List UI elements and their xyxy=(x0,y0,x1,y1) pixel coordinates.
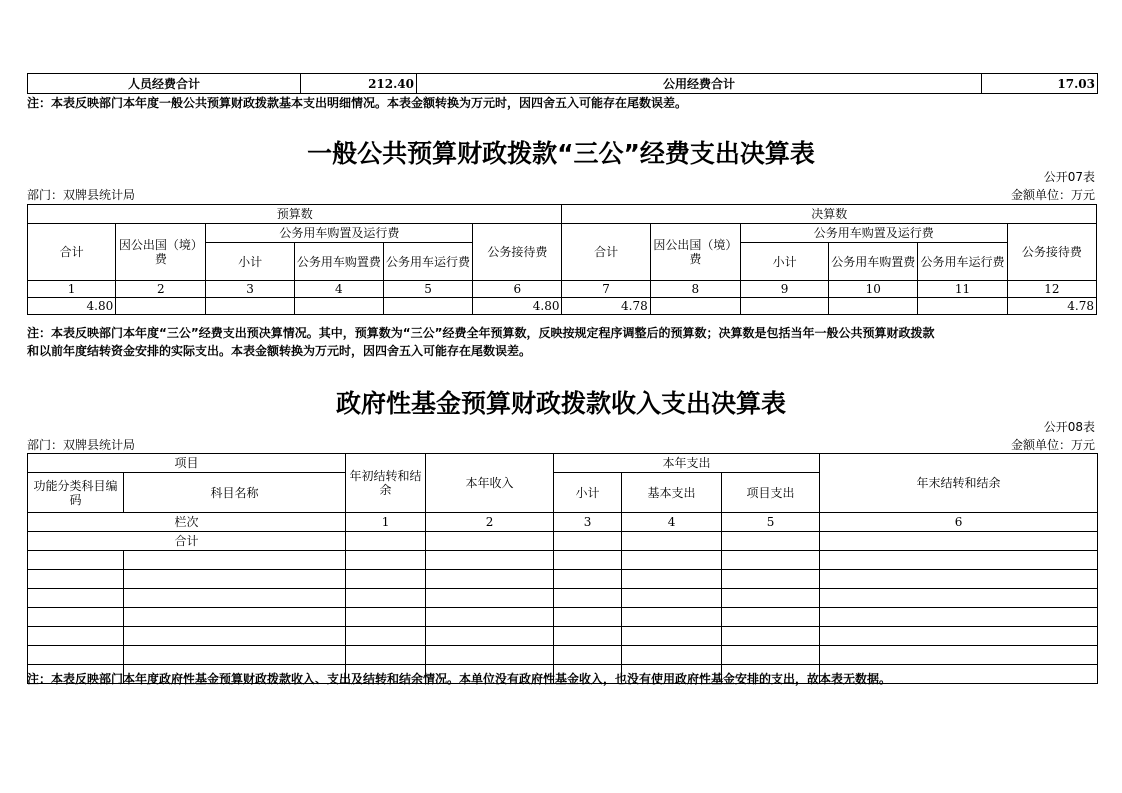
budget-abroad-header: 因公出国（境）费 xyxy=(116,224,206,281)
expense-subtotal-header: 小计 xyxy=(554,473,622,513)
fund-empty-row xyxy=(28,551,1098,570)
fund-unit: 金额单位：万元 xyxy=(1010,438,1095,452)
fund-total-row xyxy=(28,532,1098,551)
empty-cell xyxy=(346,532,426,551)
index-cell: 9 xyxy=(740,281,828,298)
fund-empty-row xyxy=(28,608,1098,627)
value-cell: 4.80 xyxy=(473,298,562,315)
sangong-note-line1: 注：本表反映部门本年度“三公”经费支出预决算情况。其中，预算数为“三公”经费全年预算数，反映按规定程序调整后的预算数；决算数是包括当年一般公共预算财政拨款 xyxy=(27,326,935,340)
total-label: 合计 xyxy=(28,532,346,551)
final-reception-header: 公务接待费 xyxy=(1007,224,1096,281)
index-cell: 5 xyxy=(383,281,472,298)
index-cell: 1 xyxy=(28,281,116,298)
fund-department: 部门：双牌县统计局 xyxy=(27,438,136,452)
fund-note: 注：本表反映部门本年度政府性基金预算财政拨款收入、支出及结转和结余情况。本单位没有政府性基金收入，也没有使用政府性基金安排的支出，故本表无数据。 xyxy=(27,672,892,686)
subject-name-header: 科目名称 xyxy=(124,473,346,513)
budget-subtotal-header: 小计 xyxy=(206,243,294,281)
value-cell xyxy=(294,298,383,315)
index-cell: 2 xyxy=(426,513,554,532)
personnel-summary-table xyxy=(27,73,1098,94)
top-note: 注：本表反映部门本年度一般公共预算财政拨款基本支出明细情况。本表金额转换为万元时，因四舍五入可能存在尾数误差。 xyxy=(27,96,688,110)
item-header: 项目 xyxy=(28,454,346,473)
value-cell: 4.80 xyxy=(28,298,116,315)
expense-header: 本年支出 xyxy=(554,454,820,473)
index-cell: 11 xyxy=(918,281,1007,298)
fund-empty-row xyxy=(28,570,1098,589)
index-cell: 3 xyxy=(554,513,622,532)
function-code-header: 功能分类科目编码 xyxy=(28,473,124,513)
final-header: 决算数 xyxy=(562,205,1097,224)
final-abroad-header: 因公出国（境）费 xyxy=(650,224,740,281)
final-vehicle-operation-header: 公务用车运行费 xyxy=(918,243,1007,281)
final-total-header: 合计 xyxy=(562,224,650,281)
budget-vehicle-header: 公务用车购置及运行费 xyxy=(206,224,473,243)
index-cell: 6 xyxy=(820,513,1098,532)
income-header: 本年收入 xyxy=(426,454,554,513)
begin-balance-header: 年初结转和结余 xyxy=(346,454,426,513)
public-expense-label: 公用经费合计 xyxy=(417,74,982,94)
final-subtotal-header: 小计 xyxy=(740,243,828,281)
value-cell xyxy=(116,298,206,315)
sangong-unit: 金额单位：万元 xyxy=(1010,188,1095,202)
empty-cell xyxy=(820,532,1098,551)
index-cell: 12 xyxy=(1007,281,1096,298)
value-cell: 4.78 xyxy=(562,298,650,315)
fund-index-row xyxy=(28,513,1098,532)
fund-title: 政府性基金预算财政拨款收入支出决算表 xyxy=(335,389,786,418)
index-cell: 2 xyxy=(116,281,206,298)
index-cell: 5 xyxy=(722,513,820,532)
project-expense-header: 项目支出 xyxy=(722,473,820,513)
index-cell: 6 xyxy=(473,281,562,298)
sangong-values-row xyxy=(28,298,1097,315)
fund-empty-row xyxy=(28,627,1098,646)
budget-header: 预算数 xyxy=(28,205,562,224)
end-balance-header: 年末结转和结余 xyxy=(820,454,1098,513)
public-expense-value: 17.03 xyxy=(982,74,1098,94)
value-cell: 4.78 xyxy=(1007,298,1096,315)
sangong-index-row xyxy=(28,281,1097,298)
basic-expense-header: 基本支出 xyxy=(622,473,722,513)
value-cell xyxy=(206,298,294,315)
value-cell xyxy=(650,298,740,315)
budget-total-header: 合计 xyxy=(28,224,116,281)
sangong-department: 部门：双牌县统计局 xyxy=(27,188,136,202)
empty-cell xyxy=(426,532,554,551)
index-cell: 3 xyxy=(206,281,294,298)
index-cell: 4 xyxy=(294,281,383,298)
row-index-label: 栏次 xyxy=(28,513,346,532)
final-vehicle-header: 公务用车购置及运行费 xyxy=(740,224,1007,243)
fund-table xyxy=(27,453,1098,684)
personnel-expense-label: 人员经费合计 xyxy=(28,74,301,94)
empty-cell xyxy=(622,532,722,551)
index-cell: 8 xyxy=(650,281,740,298)
personnel-expense-value: 212.40 xyxy=(301,74,417,94)
index-cell: 10 xyxy=(829,281,918,298)
fund-empty-row xyxy=(28,589,1098,608)
empty-cell xyxy=(722,532,820,551)
final-vehicle-purchase-header: 公务用车购置费 xyxy=(829,243,918,281)
index-cell: 4 xyxy=(622,513,722,532)
sangong-table xyxy=(27,204,1097,315)
index-cell: 7 xyxy=(562,281,650,298)
value-cell xyxy=(383,298,472,315)
budget-vehicle-purchase-header: 公务用车购置费 xyxy=(294,243,383,281)
sangong-table-code: 公开07表 xyxy=(1043,170,1095,184)
fund-table-code: 公开08表 xyxy=(1043,420,1095,434)
value-cell xyxy=(918,298,1007,315)
sangong-title: 一般公共预算财政拨款“三公”经费支出决算表 xyxy=(307,139,815,168)
index-cell: 1 xyxy=(346,513,426,532)
fund-empty-row xyxy=(28,646,1098,665)
value-cell xyxy=(740,298,828,315)
value-cell xyxy=(829,298,918,315)
budget-vehicle-operation-header: 公务用车运行费 xyxy=(383,243,472,281)
empty-cell xyxy=(554,532,622,551)
sangong-note-line2: 和以前年度结转资金安排的实际支出。本表金额转换为万元时，因四舍五入可能存在尾数误差。 xyxy=(27,344,532,358)
budget-reception-header: 公务接待费 xyxy=(473,224,562,281)
